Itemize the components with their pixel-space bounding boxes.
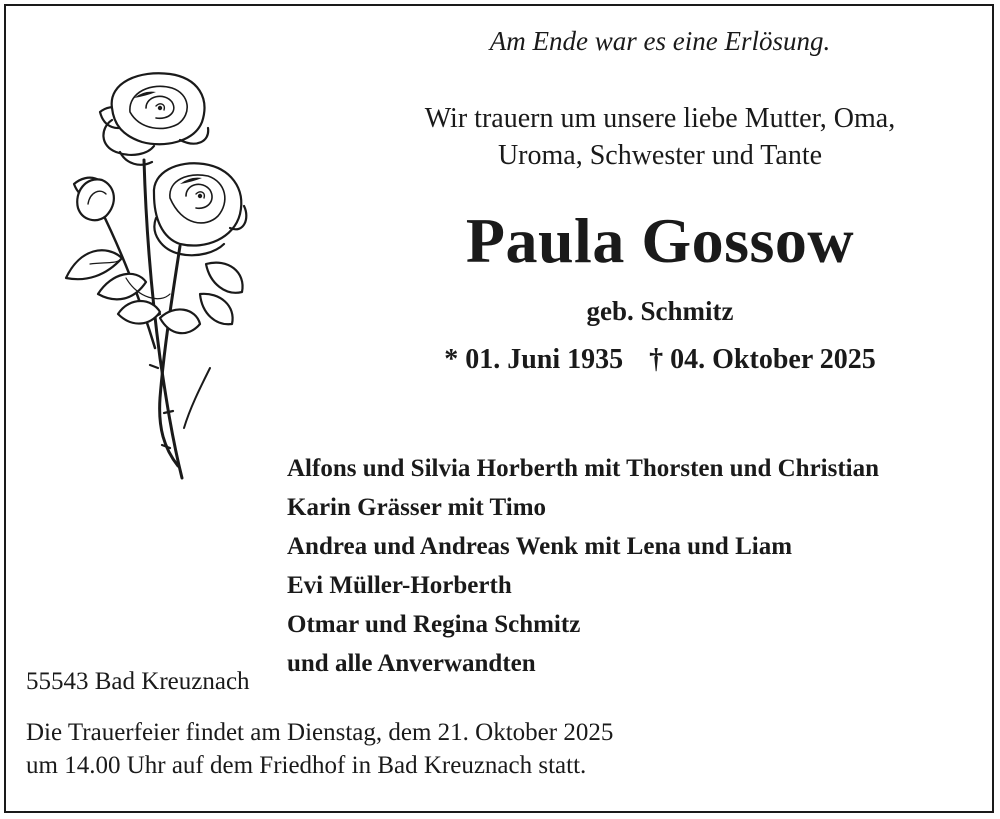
death-date: † 04. Oktober 2025 <box>649 344 876 375</box>
roses-illustration-icon <box>60 68 250 482</box>
intro-line: Uroma, Schwester und Tante <box>497 140 823 171</box>
deceased-name: Paula Gossow <box>465 205 855 276</box>
list-item: Andrea und Andreas Wenk mit Lena und Liam <box>287 533 793 560</box>
life-dates <box>330 344 990 376</box>
list-item: Otmar und Regina Schmitz <box>287 611 581 638</box>
service-line: Die Trauerfeier findet am Dienstag, dem 21. Oktober 2025 <box>26 719 614 746</box>
motto: Am Ende war es eine Erlösung. <box>489 26 831 56</box>
birth-name: geb. Schmitz <box>586 296 734 326</box>
birth-date: * 01. Juni 1935 <box>444 344 624 375</box>
mourners-list <box>287 449 879 683</box>
list-item: Karin Grässer mit Timo <box>287 494 547 521</box>
intro-line: Wir trauern um unsere liebe Mutter, Oma, <box>424 103 896 134</box>
list-item: Alfons und Silvia Horberth mit Thorsten und Christian <box>287 455 880 482</box>
service-line: um 14.00 Uhr auf dem Friedhof in Bad Kreuznach statt. <box>26 752 587 779</box>
intro-text <box>330 100 990 174</box>
list-item: Evi Müller-Horberth <box>287 572 512 599</box>
city: 55543 Bad Kreuznach <box>26 668 250 695</box>
service-info <box>26 716 613 782</box>
list-item: und alle Anverwandten <box>287 650 536 677</box>
